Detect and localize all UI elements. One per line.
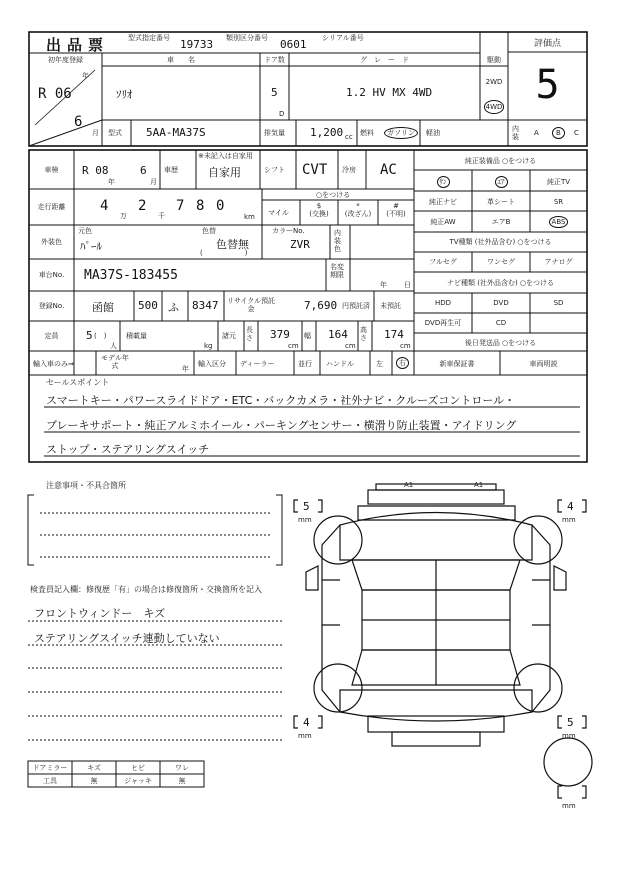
- fuel-label: 燃料: [360, 129, 374, 137]
- mileage-unknown: # (不明): [386, 202, 406, 218]
- tread-spare-unit: mm: [562, 802, 576, 810]
- nav-sd: SD: [553, 299, 564, 307]
- reg-num2: 8347: [192, 299, 219, 312]
- use-label: 車歴: [164, 166, 178, 174]
- equip-sr: SR: [553, 198, 564, 206]
- shaken-label: 車検: [44, 166, 59, 174]
- outer-color-label: 外装色: [41, 238, 62, 246]
- shift-label: シフト: [264, 166, 285, 174]
- load-label: 積載量: [126, 332, 147, 340]
- nav-title: ナビ種類 (社外品含む) ○をつける: [446, 279, 555, 287]
- color-code-value: ZVR: [290, 238, 310, 251]
- inspector-label: 検査員記入欄：修復歴「有」の場合は修復箇所・交換箇所を記入: [30, 585, 262, 594]
- name-change-year: 年: [380, 281, 387, 289]
- rating-value: 5: [535, 62, 560, 108]
- mileage-unit: km: [244, 213, 255, 221]
- model-value: 5AA-MA37S: [146, 126, 206, 139]
- grade-value: 1.2 HV MX 4WD: [346, 86, 433, 99]
- name-change-day: 日: [404, 281, 411, 289]
- type-no-label: 型式指定番号: [128, 34, 170, 42]
- orig-color-label: 元色: [78, 227, 92, 235]
- cd: CD: [495, 319, 507, 327]
- displacement-label: 排気量: [264, 129, 285, 137]
- missing-header-break: ワレ: [175, 764, 189, 772]
- length-value: 379: [270, 328, 290, 341]
- sales-line-1: スマートキー・パワースライドドア・ETC・バックカメラ・社外ナビ・クルーズコントロール・: [46, 394, 516, 407]
- mileage-u1: 万: [120, 212, 127, 220]
- drive-label: 駆動: [487, 56, 501, 64]
- tread-front-left: 5: [303, 500, 310, 513]
- tv-oneseg: ワンセグ: [487, 258, 515, 266]
- form-title: 出品票: [46, 36, 110, 54]
- load-unit: kg: [204, 342, 213, 350]
- width-unit: cm: [345, 342, 356, 350]
- import-parallel: 並行: [298, 360, 312, 368]
- recycle-unpaid: 未預託: [380, 302, 401, 310]
- later-warranty: 新車保証書: [439, 360, 475, 368]
- tone-paren: ( ): [200, 249, 248, 257]
- recycle-label: リサイクル預託金: [226, 297, 276, 313]
- equip-navi: 純正ナビ: [429, 198, 457, 206]
- recycle-value: 7,690: [304, 299, 338, 312]
- doors-value: 5: [271, 86, 278, 99]
- doors-label: ドア数: [264, 56, 285, 64]
- import-label: 輸入車のみ⇒: [33, 360, 74, 368]
- recycle-paid: 円預託済: [342, 302, 370, 310]
- missing-tools-value: 無: [90, 777, 98, 785]
- tread-front-left-unit: mm: [298, 516, 312, 524]
- capacity-paren: ( ): [94, 332, 107, 340]
- orig-color-value: ﾊﾟｰﾙ: [80, 240, 102, 253]
- interior-label: 内装: [512, 125, 519, 141]
- reg-num1: 500: [138, 299, 158, 312]
- equip-leather: 革シート: [487, 198, 515, 206]
- tread-front-right-unit: mm: [562, 516, 576, 524]
- doors-suffix: D: [279, 110, 285, 118]
- first-reg-label: 初年度登録: [48, 56, 83, 64]
- mileage-swap: $ (交換): [309, 202, 329, 218]
- car-name: ｿﾘｵ: [116, 88, 133, 101]
- import-dealer: ディーラー: [240, 360, 275, 368]
- mileage-d3: 7: [176, 198, 185, 214]
- serial-label: シリアル番号: [322, 34, 364, 42]
- first-reg-month-label: 月: [92, 129, 99, 137]
- fuel-gas: ガソリン: [384, 127, 418, 139]
- missing-header-mirror: ドアミラー: [32, 764, 68, 772]
- handle-left: 左: [376, 360, 383, 368]
- rating-label: 評価点: [533, 39, 561, 49]
- mileage-label: 走行距離: [37, 203, 66, 211]
- ac-value: AC: [380, 162, 397, 178]
- chassis-value: MA37S-183455: [84, 268, 178, 283]
- tread-front-right: 4: [567, 500, 574, 513]
- equip-aw: 純正AW: [430, 218, 456, 226]
- missing-jack-label: ジャッキ: [124, 777, 152, 785]
- drive-2wd: 2WD: [485, 78, 503, 86]
- shaken-year-label: 年: [108, 178, 115, 186]
- reg-office: 函館: [92, 301, 114, 314]
- capacity-value: 5: [86, 329, 93, 342]
- interior-c: C: [574, 129, 579, 137]
- reg-kana: ふ: [168, 301, 179, 314]
- mileage-d4: 8: [196, 198, 205, 214]
- shift-value: CVT: [302, 162, 328, 178]
- diagram-mark-2: A1: [474, 481, 484, 489]
- chassis-label: 車台No.: [38, 271, 65, 279]
- capacity-label: 定員: [44, 332, 59, 340]
- inspector-note-1: フロントウィンドー キズ: [34, 607, 166, 620]
- later-title: 後日発送品 ○をつける: [464, 339, 537, 347]
- mileage-d2: 2: [138, 198, 147, 214]
- tv-title: TV種類 (社外品含む) ○をつける: [449, 238, 552, 246]
- drive-4wd: 4WD: [480, 100, 508, 114]
- missing-tools-label: 工具: [43, 777, 57, 785]
- class-no-label: 類別区分番号: [226, 34, 268, 42]
- height-value: 174: [384, 328, 404, 341]
- color-code-label: カラーNo.: [272, 227, 305, 235]
- first-reg-year: R 06: [38, 86, 72, 102]
- width-label: 幅: [304, 332, 311, 340]
- tv-fullseg: フルセグ: [429, 258, 457, 266]
- fuel-diesel: 軽油: [426, 129, 440, 137]
- inner-color-label: 内装色: [334, 229, 341, 253]
- height-label: 高さ: [360, 326, 367, 342]
- tv-analog: アナログ: [544, 258, 573, 266]
- missing-header-crack: ヒビ: [131, 764, 145, 772]
- import-type-label: 輸入区分: [198, 360, 226, 368]
- mileage-d5: 0: [216, 198, 225, 214]
- sales-line-3: ストップ・ステアリングスイッチ: [46, 443, 210, 456]
- nav-dvd: DVD: [493, 299, 509, 307]
- car-name-label: 車 名: [167, 56, 195, 64]
- handle-right: 右: [396, 357, 409, 369]
- capacity-unit: 人: [110, 342, 117, 350]
- tone-label: 色替: [202, 227, 216, 235]
- mileage-tamper: * (改ざん): [344, 202, 372, 218]
- later-manual: 車両明説: [529, 360, 558, 368]
- tread-rear-left-unit: mm: [298, 732, 312, 740]
- first-reg-month: 6: [74, 114, 83, 130]
- model-label: 型式: [108, 129, 122, 137]
- use-value: 自家用: [208, 166, 241, 179]
- nav-hdd: HDD: [434, 299, 452, 307]
- first-reg-year-label: 年: [82, 72, 89, 80]
- mileage-u2: 千: [158, 212, 165, 220]
- size-label: 諸元: [222, 332, 236, 340]
- mileage-mile: マイル: [268, 209, 289, 217]
- displacement-value: 1,200: [310, 126, 344, 139]
- equip-abs: ABS: [530, 216, 587, 228]
- sales-label: セールスポイント: [46, 378, 110, 387]
- type-no-value: 19733: [180, 38, 214, 51]
- equip-tv: 純正TV: [546, 178, 571, 186]
- sales-line-2: ブレーキサポート・純正アルミホイール・パーキングセンサー・横滑り防止装置・アイドリング: [46, 419, 517, 432]
- equip-aircon: ｴｱ: [472, 176, 530, 188]
- notes-label: 注意事項・不具合箇所: [46, 481, 126, 490]
- length-label: 長さ: [246, 326, 253, 342]
- model-year-label: モデル年式: [101, 354, 129, 370]
- ac-label: 冷房: [342, 166, 356, 174]
- displacement-unit: cc: [345, 133, 353, 141]
- shaken-year: R 08: [82, 164, 109, 177]
- grade-label: グ レ ー ド: [360, 56, 409, 64]
- use-note: ※未記入は自家用: [198, 152, 253, 160]
- inspector-note-2: ステアリングスイッチ連動していない: [34, 632, 220, 645]
- mileage-circle-note: ○をつける: [316, 191, 351, 199]
- tread-rear-right-unit: mm: [562, 732, 576, 740]
- name-change-label: 名変期限: [330, 263, 344, 279]
- equip-sunroof: ｻﾝ: [414, 176, 472, 188]
- interior-a: A: [534, 129, 539, 137]
- tread-rear-right: 5: [567, 716, 574, 729]
- diagram-mark-1: A1: [404, 481, 414, 489]
- mileage-d1: 4: [100, 198, 109, 214]
- reg-label: 登録No.: [38, 302, 65, 310]
- tone-value: 色替無: [216, 238, 249, 251]
- model-year-unit: 年: [182, 365, 189, 373]
- class-no-value: 0601: [280, 38, 307, 51]
- dvd-play: DVD再生可: [424, 319, 462, 327]
- interior-b: B: [552, 127, 565, 139]
- equip-airbag: エアB: [491, 218, 511, 226]
- shaken-month: 6: [140, 164, 147, 177]
- equipment-title: 純正装備品 ○をつける: [464, 157, 537, 165]
- missing-header-scratch: キズ: [87, 764, 101, 772]
- height-unit: cm: [400, 342, 411, 350]
- length-unit: cm: [288, 342, 299, 350]
- width-value: 164: [328, 328, 348, 341]
- handle-label: ハンドル: [326, 360, 354, 368]
- shaken-month-label: 月: [150, 178, 157, 186]
- tread-rear-left: 4: [303, 716, 310, 729]
- missing-jack-value: 無: [178, 777, 186, 785]
